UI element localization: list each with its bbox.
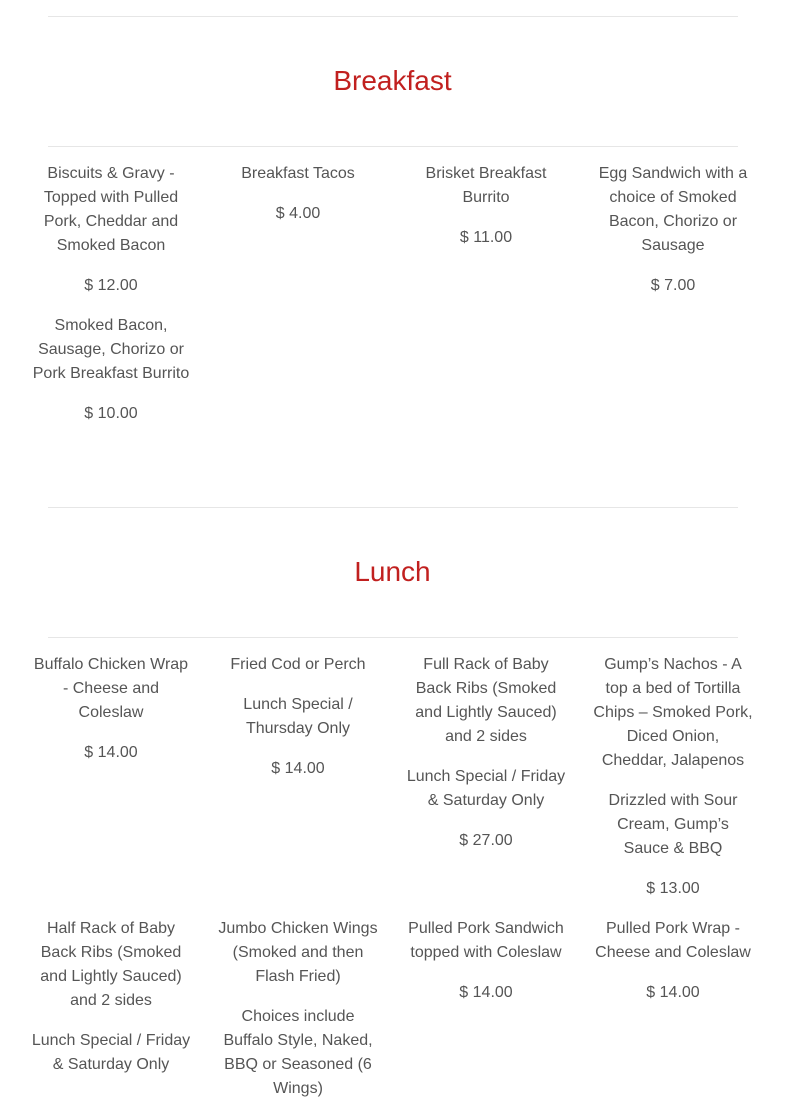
- item-name: Half Rack of Baby Back Ribs (Smoked and Lightly Sauced) and 2 sides: [40, 920, 182, 1009]
- menu-item-buffalo-wrap: [31, 653, 191, 781]
- item-note: Lunch Special / Friday & Saturday Only: [406, 768, 566, 809]
- item-price: $ 12.00: [84, 277, 138, 294]
- item-note: Lunch Special / Thursday Only: [243, 696, 353, 737]
- item-name: Breakfast Tacos: [241, 165, 355, 182]
- lunch-heading: Lunch: [354, 556, 431, 587]
- item-name: Fried Cod or Perch: [230, 656, 366, 673]
- item-price: $ 10.00: [84, 405, 138, 422]
- menu-item-jumbo-wings: [218, 917, 378, 1117]
- divider-breakfast: [48, 146, 738, 147]
- menu-item-pulled-pork-wrap: [593, 917, 753, 1021]
- item-note: Lunch Special / Friday & Saturday Only: [31, 1032, 191, 1073]
- item-price: $ 11.00: [459, 229, 513, 246]
- item-price: $ 14.00: [271, 760, 325, 777]
- item-name: Pulled Pork Wrap - Cheese and Coleslaw: [595, 920, 751, 961]
- item-note: Choices include Buffalo Style, Naked, BBQ or Seasoned (6 Wings): [223, 1008, 373, 1097]
- item-name: Biscuits & Gravy - Topped with Pulled Pork, Cheddar and Smoked Bacon: [43, 165, 179, 254]
- item-price: $ 14.00: [84, 744, 138, 761]
- menu-item-pulled-pork-sandwich: [406, 917, 566, 1021]
- item-name: Jumbo Chicken Wings (Smoked and then Flash Fried): [218, 920, 378, 985]
- menu-item-full-rack-ribs: [406, 653, 566, 869]
- menu-item-breakfast-tacos: [218, 162, 378, 242]
- menu-item-brisket-burrito: [406, 162, 566, 266]
- menu-item-egg-sandwich: [593, 162, 753, 314]
- item-name: Buffalo Chicken Wrap - Cheese and Coleslaw: [33, 656, 189, 721]
- item-name: Pulled Pork Sandwich topped with Coleslaw: [408, 920, 564, 961]
- menu-item-biscuits-gravy: [31, 162, 191, 314]
- item-price: $ 13.00: [646, 880, 700, 897]
- divider-lunch: [48, 637, 738, 638]
- menu-item-half-rack-ribs: [31, 917, 191, 1093]
- item-note: Drizzled with Sour Cream, Gump’s Sauce & BBQ: [608, 792, 738, 857]
- item-price: $ 14.00: [459, 984, 513, 1001]
- menu-item-gumps-nachos: [593, 653, 753, 917]
- item-name: Gump’s Nachos - A top a bed of Tortilla Chips – Smoked Pork, Diced Onion, Cheddar, Jalapenos: [593, 656, 753, 769]
- item-name: Smoked Bacon, Sausage, Chorizo or Pork Breakfast Burrito: [32, 317, 190, 382]
- item-price: $ 7.00: [650, 277, 696, 294]
- divider-top: [48, 16, 738, 17]
- item-price: $ 14.00: [646, 984, 700, 1001]
- item-name: Full Rack of Baby Back Ribs (Smoked and Lightly Sauced) and 2 sides: [415, 656, 557, 745]
- menu-item-fried-cod: [218, 653, 378, 797]
- item-name: Brisket Breakfast Burrito: [425, 165, 547, 206]
- item-price: $ 4.00: [275, 205, 321, 222]
- menu-item-pork-breakfast-burrito: [31, 314, 191, 442]
- divider-lunch-top: [48, 507, 738, 508]
- item-price: $ 27.00: [459, 832, 513, 849]
- item-name: Egg Sandwich with a choice of Smoked Bacon, Chorizo or Sausage: [598, 165, 748, 254]
- breakfast-heading: Breakfast: [333, 65, 452, 96]
